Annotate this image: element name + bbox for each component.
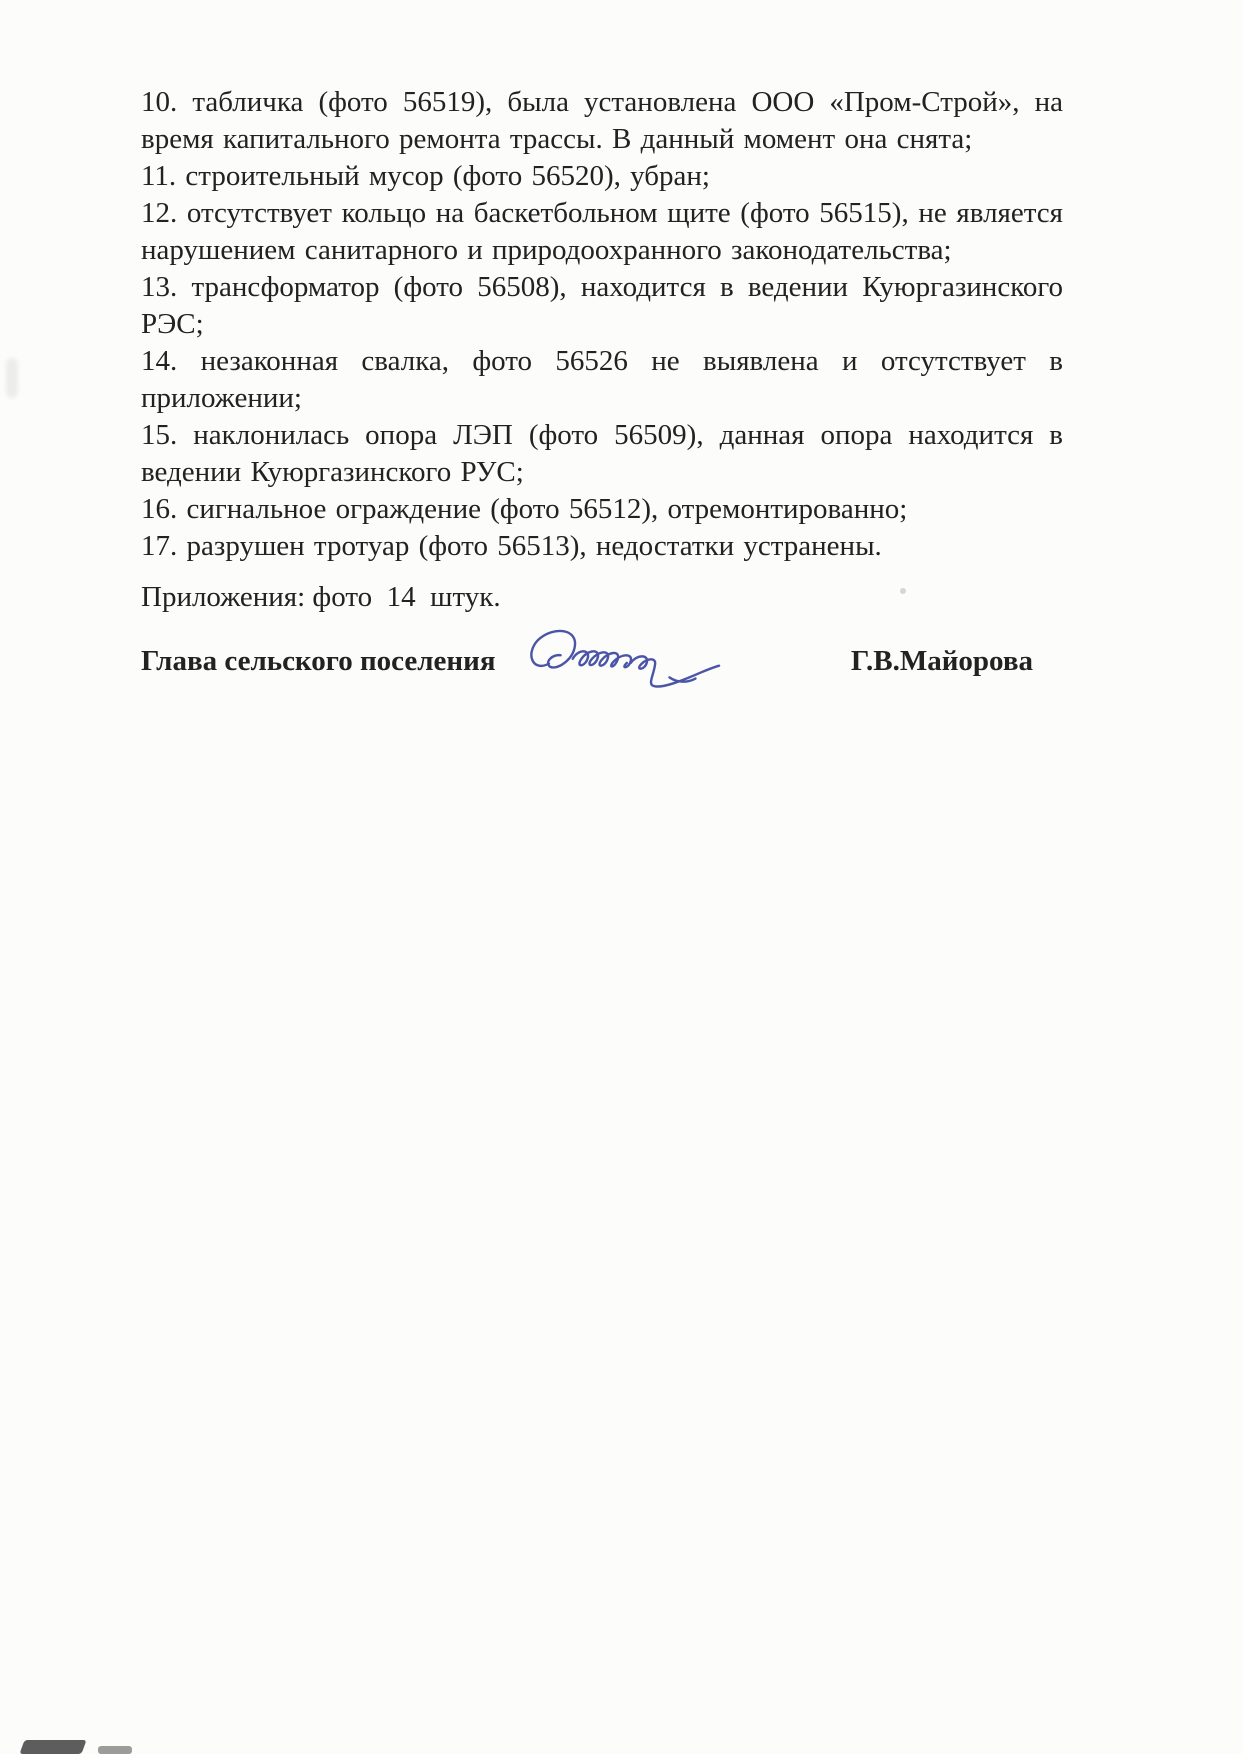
list-item: 17. разрушен тротуар (фото 56513), недостатки устранены. — [141, 530, 882, 562]
list-item: 12. отсутствует кольцо на баскетбольном щите (фото 56515), не является нарушением санитарного и природоохранного законодательства; — [141, 197, 1063, 266]
signatory-name: Г.В.Майорова — [850, 645, 1033, 677]
scan-artifact — [6, 358, 18, 398]
list-item: 16. сигнальное ограждение (фото 56512), отремонтированно; — [141, 493, 908, 525]
list-item: 10. табличка (фото 56519), была установлена ООО «Пром-Строй», на время капитального ремонта трассы. В данный момент она снята; — [141, 86, 1063, 155]
attachments-note: Приложения: фото 14 штук. — [141, 581, 501, 613]
list-item: 14. незаконная свалка, фото 56526 не выявлена и отсутствует в приложении; — [141, 345, 1063, 414]
list-item: 13. трансформатор (фото 56508), находится в ведении Куюргазинского РЭС; — [141, 271, 1063, 340]
scan-artifact — [19, 1740, 86, 1754]
scan-artifact — [98, 1746, 132, 1754]
document-body — [141, 84, 1063, 616]
signatory-title: Глава сельского поселения — [141, 645, 496, 677]
list-item: 11. строительный мусор (фото 56520), убран; — [141, 160, 710, 192]
handwritten-signature-icon — [517, 617, 730, 714]
list-item: 15. наклонилась опора ЛЭП (фото 56509), данная опора находится в ведении Куюргазинского РУС; — [141, 419, 1063, 488]
signature-row — [141, 643, 1063, 680]
